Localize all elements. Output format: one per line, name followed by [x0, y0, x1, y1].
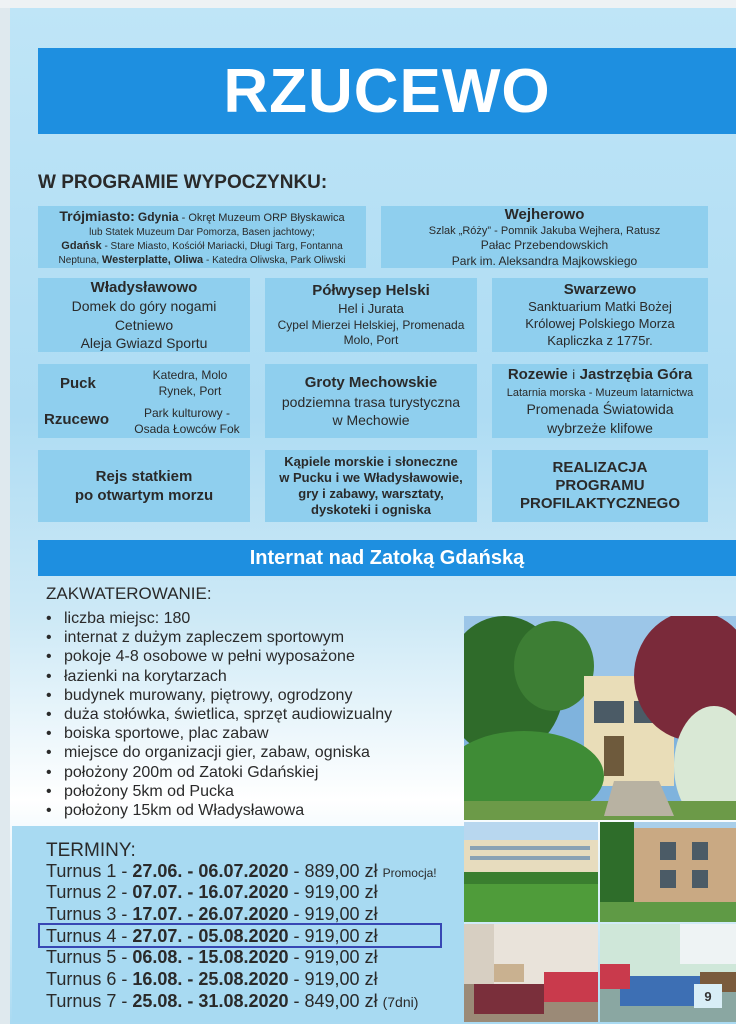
term-dates: 06.08. - 15.08.2020 — [132, 947, 289, 967]
term-price: - 889,00 zł — [288, 861, 378, 881]
rzucewo-title: Rzucewo — [44, 411, 110, 428]
internat-heading: Internat nad Zatoką Gdańską — [249, 546, 525, 569]
box-groty-mechowskie — [265, 364, 477, 438]
term-price: - 919,00 zł — [288, 947, 378, 967]
page-title: RZUCEWO — [223, 56, 551, 126]
term-label: Turnus 5 - — [46, 947, 133, 967]
term-label: Turnus 3 - — [46, 904, 133, 924]
courtyard-photo — [600, 822, 736, 922]
term-label: Turnus 4 - — [46, 926, 133, 946]
oliwa-text: - Katedra Oliwska, Park Oliwski — [205, 254, 346, 266]
term-label: Turnus 2 - — [46, 882, 133, 902]
term-note: Promocja! — [382, 866, 437, 880]
box-swarzewo — [492, 278, 708, 352]
swarzewo-line: Sanktuarium Matki Bożej — [528, 299, 672, 315]
list-item: • łazienki na korytarzach — [46, 667, 392, 686]
polwysep-title: Półwysep Helski — [312, 282, 430, 300]
westerplatte-oliwa-label: Westerplatte, Oliwa — [101, 253, 204, 266]
building-photo — [464, 616, 736, 820]
puck-title: Puck — [60, 375, 96, 392]
polwysep-line: Molo, Port — [343, 333, 399, 348]
list-item: • budynek murowany, piętrowy, ogrodzony — [46, 686, 392, 705]
sports-field-image — [464, 822, 598, 922]
gdansk-text: - Stare Miasto, Kościół Mariacki, Długi Targ, Fontanna — [104, 240, 343, 252]
features-list — [46, 609, 392, 820]
wladyslawowo-line: Cetniewo — [114, 316, 174, 333]
building-photo-image — [464, 616, 736, 820]
wejherowo-line: Szlak „Róży” - Pomnik Jakuba Wejhera, Ratusz — [428, 225, 661, 238]
room-1-image — [464, 924, 598, 1022]
realizacja-line: PROFILAKTYCZNEGO — [520, 495, 680, 512]
room-photo-1 — [464, 924, 598, 1022]
list-item: • miejsce do organizacji gier, zabaw, ogniska — [46, 743, 392, 762]
rejs-line: po otwartym morzu — [74, 487, 214, 504]
term-dates: 25.08. - 31.08.2020 — [132, 991, 289, 1011]
turnus-4-highlight-box — [38, 923, 442, 948]
rozewie-line: Latarnia morska - Muzeum latarnictwa — [506, 387, 694, 400]
swarzewo-line: Kapliczka z 1775r. — [547, 333, 653, 349]
term-price: - 919,00 zł — [288, 926, 378, 946]
rzucewo-line: Osada Łowców Fok — [134, 421, 240, 436]
wladyslawowo-line: Domek do góry nogami — [71, 298, 217, 315]
groty-line: podziemna trasa turystyczna — [281, 393, 461, 410]
term-dates: 27.06. - 06.07.2020 — [132, 861, 289, 881]
list-item: • położony 5km od Pucka — [46, 782, 392, 801]
gdynia-label: Gdynia — [137, 209, 179, 224]
term-label: Turnus 7 - — [46, 991, 133, 1011]
realizacja-line: REALIZACJA — [552, 459, 648, 476]
term-row — [46, 991, 418, 1012]
term-note: (7dni) — [382, 994, 419, 1010]
groty-line: w Mechowie — [332, 411, 410, 428]
box-polwysep-helski — [265, 278, 477, 352]
program-heading: W PROGRAMIE WYPOCZYNKU: — [38, 172, 328, 193]
jastrzebia-gora-title: Jastrzębia Góra — [579, 366, 693, 384]
box-wejherowo — [381, 206, 708, 268]
kapiele-line: gry i zabawy, warsztaty, — [298, 486, 444, 501]
realizacja-line: PROGRAMU — [555, 477, 645, 494]
wladyslawowo-line: Aleja Gwiazd Sportu — [80, 334, 208, 351]
box-rozewie — [492, 364, 708, 438]
term-price: - 849,00 zł — [288, 991, 378, 1011]
wejherowo-line: Pałac Przebendowskich — [480, 238, 609, 253]
rozewie-line: Promenada Światowida — [526, 401, 674, 418]
wejherowo-title: Wejherowo — [504, 205, 585, 223]
term-dates: 27.07. - 05.08.2020 — [132, 926, 289, 946]
rozewie-line: wybrzeże klifowe — [547, 419, 653, 436]
box-puck-rzucewo — [38, 364, 250, 438]
term-row — [46, 882, 378, 903]
box-realizacja — [492, 450, 708, 522]
groty-title: Groty Mechowskie — [304, 374, 438, 392]
term-price: - 919,00 zł — [288, 969, 378, 989]
kapiele-line: dyskoteki i ogniska — [311, 502, 431, 518]
term-row — [46, 861, 437, 882]
list-item: • duża stołówka, świetlica, sprzęt audiowizualny — [46, 705, 392, 724]
term-dates: 07.07. - 16.07.2020 — [132, 882, 289, 902]
list-item: • pokoje 4-8 osobowe w pełni wyposażone — [46, 647, 392, 666]
rozewie-conjunction: i — [572, 367, 576, 383]
term-row — [46, 969, 378, 990]
list-item: • położony 200m od Zatoki Gdańskiej — [46, 763, 392, 782]
term-row — [46, 904, 378, 925]
term-row — [46, 947, 378, 968]
term-price: - 919,00 zł — [288, 904, 378, 924]
rzucewo-line: Park kulturowy - — [143, 406, 231, 420]
trojmiasto-title: Trójmiasto: — [59, 207, 135, 224]
box-rejs — [38, 450, 250, 522]
puck-line: Katedra, Molo — [152, 368, 228, 382]
title-banner — [38, 48, 736, 134]
internat-banner — [38, 540, 736, 576]
sports-field-photo — [464, 822, 598, 922]
polwysep-line: Cypel Mierzei Helskiej, Promenada — [277, 317, 465, 332]
trojmiasto-line2: lub Statek Muzeum Dar Pomorza, Basen jachtowy; — [89, 226, 315, 238]
puck-details — [140, 368, 240, 399]
swarzewo-title: Swarzewo — [563, 280, 637, 298]
term-price: - 919,00 zł — [288, 882, 378, 902]
list-item: • położony 15km od Władysławowa — [46, 801, 392, 820]
term-dates: 16.08. - 25.08.2020 — [132, 969, 289, 989]
box-kapiele — [265, 450, 477, 522]
wejherowo-line: Park im. Aleksandra Majkowskiego — [451, 253, 638, 268]
term-dates: 17.07. - 26.07.2020 — [132, 904, 289, 924]
accommodation-title: ZAKWATEROWANIE: — [46, 584, 212, 603]
list-item: • liczba miejsc: 180 — [46, 609, 392, 628]
swarzewo-line: Królowej Polskiego Morza — [525, 316, 675, 332]
box-wladyslawowo — [38, 278, 250, 352]
wladyslawowo-title: Władysławowo — [90, 278, 198, 296]
gdansk-label: Gdańsk — [61, 239, 102, 252]
neptuna-text: Neptuna, — [58, 254, 100, 266]
terms-title: TERMINY: — [46, 840, 136, 861]
kapiele-line: Kąpiele morskie i słoneczne — [284, 453, 458, 469]
list-item: • boiska sportowe, plac zabaw — [46, 724, 392, 743]
courtyard-image — [600, 822, 736, 922]
rozewie-title: Rozewie — [507, 366, 568, 384]
box-trojmiasto — [38, 206, 366, 268]
rzucewo-details — [130, 406, 244, 437]
term-label: Turnus 1 - — [46, 861, 133, 881]
puck-line: Rynek, Port — [158, 383, 222, 398]
kapiele-line: w Pucku i we Władysławowie, — [279, 469, 463, 485]
rejs-line: Rejs statkiem — [95, 467, 193, 485]
gdynia-text: - Okręt Muzeum ORP Błyskawica — [181, 211, 345, 224]
list-item: • internat z dużym zapleczem sportowym — [46, 628, 392, 647]
polwysep-line: Hel i Jurata — [338, 300, 404, 316]
term-label: Turnus 6 - — [46, 969, 133, 989]
page-number: 9 — [694, 984, 722, 1008]
